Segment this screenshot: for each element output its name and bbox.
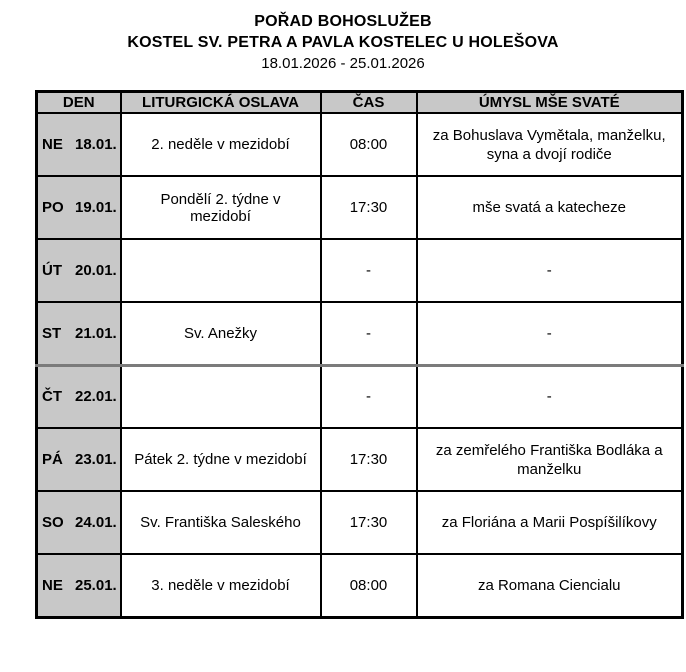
date-label: 24.01.	[75, 514, 117, 531]
celebration-cell	[121, 365, 321, 428]
day-cell	[37, 113, 121, 176]
time-cell: 17:30	[321, 176, 417, 239]
celebration-cell: Pátek 2. týdne v mezidobí	[121, 428, 321, 491]
day-cell	[37, 365, 121, 428]
date-label: 20.01.	[75, 262, 117, 279]
table-row	[37, 491, 683, 554]
date-label: 21.01.	[75, 324, 117, 342]
schedule-body	[37, 113, 683, 617]
time-cell: -	[321, 365, 417, 428]
table-row	[37, 428, 683, 491]
intention-cell: za Bohuslava Vymětala, manželku, syna a dvojí rodiče	[417, 113, 683, 176]
day-label: SO	[42, 514, 64, 531]
time-cell: 17:30	[321, 491, 417, 554]
day-cell	[37, 428, 121, 491]
celebration-cell: 2. neděle v mezidobí	[121, 113, 321, 176]
table-row	[37, 302, 683, 365]
time-cell: -	[321, 302, 417, 365]
time-cell: -	[321, 239, 417, 302]
church-name: KOSTEL SV. PETRA A PAVLA KOSTELEC U HOLEŠOVA	[127, 34, 559, 51]
col-header-day: DEN	[37, 92, 121, 114]
col-header-intention: ÚMYSL MŠE SVATÉ	[417, 92, 683, 114]
day-label: PO	[42, 199, 64, 216]
header-row	[37, 92, 683, 114]
schedule-table	[35, 90, 684, 619]
celebration-cell: Sv. Františka Saleského	[121, 491, 321, 554]
schedule-table-head	[37, 92, 683, 114]
day-label: PÁ	[42, 451, 63, 468]
table-row	[37, 554, 683, 617]
date-label: 23.01.	[75, 451, 117, 468]
day-label: ST	[42, 324, 62, 342]
col-header-celebration: LITURGICKÁ OSLAVA	[121, 92, 321, 114]
time-cell: 08:00	[321, 554, 417, 617]
date-label: 22.01.	[75, 388, 117, 406]
table-row	[37, 365, 683, 428]
intention-cell: za Romana Ciencialu	[417, 554, 683, 617]
day-label: NE	[42, 576, 63, 594]
celebration-cell	[121, 239, 321, 302]
document-header	[0, 0, 686, 75]
celebration-cell: 3. neděle v mezidobí	[121, 554, 321, 617]
page-title: POŘAD BOHOSLUŽEB	[254, 13, 432, 30]
intention-cell: -	[417, 302, 683, 365]
time-cell: 17:30	[321, 428, 417, 491]
day-cell	[37, 239, 121, 302]
intention-cell: -	[417, 365, 683, 428]
table-row	[37, 113, 683, 176]
day-cell	[37, 176, 121, 239]
day-label: ČT	[42, 388, 62, 406]
day-label: NE	[42, 136, 63, 153]
date-range: 18.01.2026 - 25.01.2026	[261, 55, 425, 72]
day-cell	[37, 554, 121, 617]
day-cell	[37, 302, 121, 365]
day-label: ÚT	[42, 262, 62, 279]
table-row	[37, 176, 683, 239]
intention-cell: za zemřelého Františka Bodláka a manželku	[417, 428, 683, 491]
intention-cell: mše svatá a katecheze	[417, 176, 683, 239]
table-row	[37, 239, 683, 302]
celebration-cell: Sv. Anežky	[121, 302, 321, 365]
date-label: 25.01.	[75, 576, 117, 594]
time-cell: 08:00	[321, 113, 417, 176]
col-header-time: ČAS	[321, 92, 417, 114]
date-label: 19.01.	[75, 199, 117, 216]
day-cell	[37, 491, 121, 554]
date-label: 18.01.	[75, 136, 117, 153]
intention-cell: za Floriána a Marii Pospíšilíkovy	[417, 491, 683, 554]
celebration-cell: Pondělí 2. týdne v mezidobí	[121, 176, 321, 239]
intention-cell: -	[417, 239, 683, 302]
